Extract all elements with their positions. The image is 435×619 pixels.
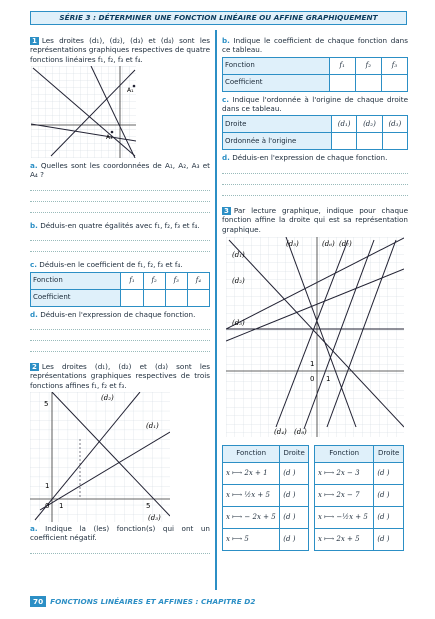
answer-line[interactable] <box>30 232 210 241</box>
ex3-graph <box>226 237 404 437</box>
ex3-label-d5: (d₅) <box>286 239 299 248</box>
right-column <box>222 36 408 551</box>
ex3-label-d7: (d₇) <box>339 239 352 248</box>
ex1-label-a3: A₃ <box>106 134 113 142</box>
table-input-cell[interactable] <box>381 74 407 91</box>
ex1-qa: a. Quelles sont les coordonnées de A₁, A₂, A₃ et A₄ ? <box>30 161 210 180</box>
ex1-graph <box>31 66 136 158</box>
left-column <box>30 36 210 554</box>
ex2-label-d3: (d₃) <box>148 513 161 522</box>
answer-line[interactable] <box>30 182 210 191</box>
ex2-coef-table: Fonction f₁ f₂ f₃ Coefficient <box>222 57 408 92</box>
answer-line[interactable] <box>30 343 210 352</box>
chapter-title: FONCTIONS LINÉAIRES ET AFFINES : CHAPITRE D2 <box>50 597 256 606</box>
answer-line[interactable] <box>222 187 408 196</box>
ex1-coef-table: Fonction f₁ f₂ f₃ f₄ Coefficient <box>30 272 210 307</box>
ex3-label-zero: 0 <box>310 374 315 383</box>
table-input-cell[interactable] <box>143 289 165 306</box>
page-number: 70 <box>30 596 46 607</box>
ex1-qd: d. Déduis-en l'expression de chaque fonction. <box>30 309 196 319</box>
ex3-label-d3: (d₃) <box>232 318 245 327</box>
ex3-label-one: 1 <box>310 359 315 368</box>
ex2-label-5x: 5 <box>146 501 151 510</box>
page-footer <box>30 597 255 606</box>
table-input-cell[interactable] <box>121 289 143 306</box>
ex3-match-tables <box>222 445 408 551</box>
table-input-cell[interactable] <box>165 289 187 306</box>
answer-line[interactable] <box>30 204 210 213</box>
droite-answer-cell[interactable]: (d ) <box>280 528 309 550</box>
ex2-number: 2 <box>32 362 37 371</box>
droite-answer-cell[interactable]: (d ) <box>280 506 309 528</box>
table-input-cell[interactable] <box>357 133 382 150</box>
answer-line[interactable] <box>30 243 210 252</box>
ex3-intro: 3 Par lecture graphique, indique pour chaque fonction affine la droite qui est sa représentation graphique. <box>222 205 408 234</box>
droite-answer-cell[interactable]: (d ) <box>374 528 404 550</box>
ex2-graph <box>30 392 170 522</box>
ex3-number: 3 <box>224 206 229 215</box>
ex2-label-5y: 5 <box>44 399 49 408</box>
table-input-cell[interactable] <box>355 74 381 91</box>
ex3-label-d4: (d₄) <box>274 427 287 436</box>
ex2-label-0: 0 <box>45 501 50 510</box>
table-input-cell[interactable] <box>329 74 355 91</box>
ex1-number: 1 <box>32 37 37 45</box>
ex3-label-d6: (d₆) <box>322 239 335 248</box>
ex2-label-1x: 1 <box>59 501 64 510</box>
answer-line[interactable] <box>222 176 408 185</box>
ex3-table-right: Fonction Droite x ⟼ 2x − 3 (d ) x ⟼ 2x − 7 (d ) x ⟼ −½x + 5 (d ) x ⟼ 2x + 5 (d ) <box>314 445 404 551</box>
ex3-label-one-x: 1 <box>326 374 331 383</box>
column-divider <box>215 30 217 590</box>
ex1-intro: 1 Les droites (d₁), (d₂), (d₃) et (d₄) sont les représentations graphiques respectives de quatre fonctions linéaires f₁, f₂, f₃ et f₄. <box>30 36 210 64</box>
table-input-cell[interactable] <box>187 289 209 306</box>
ex2-origin-table: Droite (d₁) (d₂) (d₃) Ordonnée à l'origine <box>222 115 408 150</box>
ex3-label-d2: (d₂) <box>232 276 245 285</box>
ex2-qd: d. Déduis-en l'expression de chaque fonction. <box>222 153 388 163</box>
answer-line[interactable] <box>30 321 210 330</box>
ex3-label-d8: (d₈) <box>294 427 307 436</box>
ex1-qb: b. Déduis-en quatre égalités avec f₁, f₂, f₃ et f₄. <box>30 220 200 230</box>
table-input-cell[interactable] <box>382 133 407 150</box>
table-input-cell[interactable] <box>331 133 356 150</box>
ex2-label-d1: (d₁) <box>146 421 159 430</box>
answer-line[interactable] <box>222 165 408 174</box>
ex1-label-a1: A₁ <box>127 87 134 95</box>
ex2-qa: a. Indique la (les) fonction(s) qui ont un coefficient négatif. <box>30 523 210 543</box>
answer-line[interactable] <box>30 332 210 341</box>
ex2-intro: 2 Les droites (d₁), (d₂) et (d₃) sont les représentations graphiques respectives de trois fonctions affines f₁, f₂ et f₃. <box>30 361 210 390</box>
ex2-qc: c. Indique l'ordonnée à l'origine de chaque droite dans ce tableau. <box>222 94 408 114</box>
droite-answer-cell[interactable]: (d ) <box>280 484 309 506</box>
series-title: SÉRIE 3 : DÉTERMINER UNE FONCTION LINÉAIRE OU AFFINE GRAPHIQUEMENT <box>30 11 407 25</box>
ex3-table-left: Fonction Droite x ⟼ 2x + 1 (d ) x ⟼ ½x + 5 (d ) x ⟼ − 2x + 5 (d ) x ⟼ 5 (d ) <box>222 445 309 551</box>
ex2-label-d2: (d₂) <box>101 393 114 402</box>
ex2-label-1y: 1 <box>45 481 50 490</box>
ex1-qc: c. Déduis-en le coefficient de f₁, f₂, f₃ et f₄. <box>30 260 183 270</box>
answer-line[interactable] <box>30 545 210 554</box>
ex3-label-d1: (d₁) <box>232 250 245 259</box>
answer-line[interactable] <box>30 193 210 202</box>
ex2-qb: b. Indique le coefficient de chaque fonction dans ce tableau. <box>222 36 408 55</box>
droite-answer-cell[interactable]: (d ) <box>374 462 404 484</box>
droite-answer-cell[interactable]: (d ) <box>374 484 404 506</box>
droite-answer-cell[interactable]: (d ) <box>280 462 309 484</box>
droite-answer-cell[interactable]: (d ) <box>374 506 404 528</box>
